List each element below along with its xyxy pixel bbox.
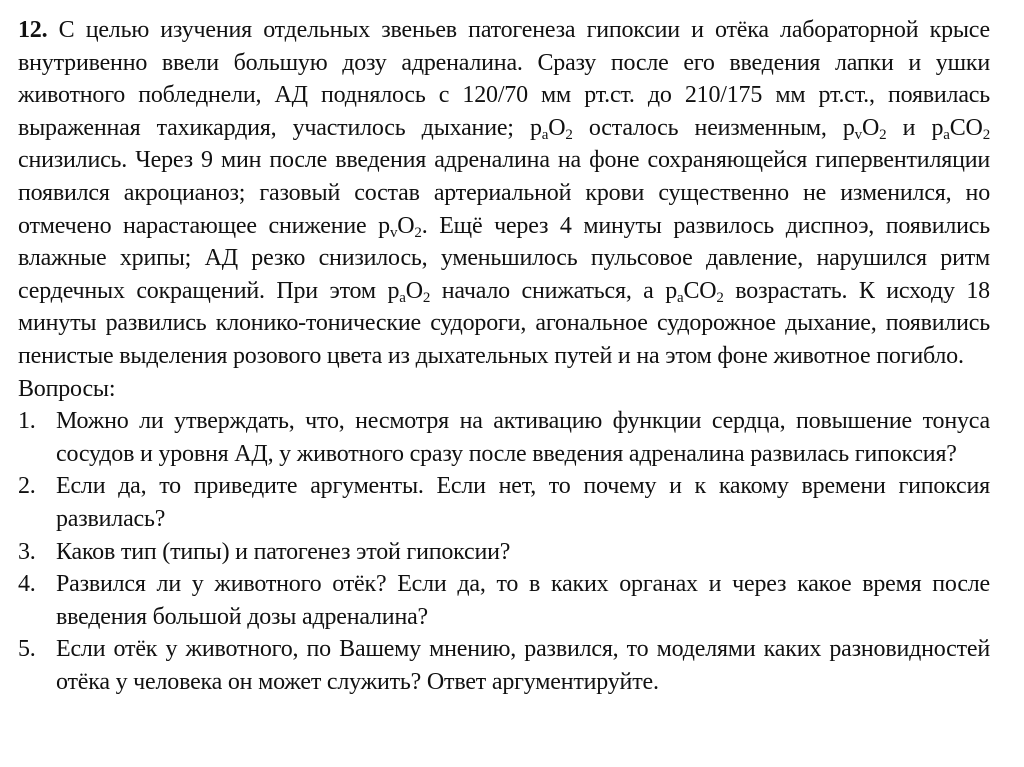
question-text: Если да, то приведите аргументы. Если нет, то почему и к какому времени гипоксия развилась? [56,473,990,532]
question-item [18,470,990,535]
questions-list [18,405,990,698]
question-number: 5. [18,636,36,663]
task-text: осталось неизменным, p [572,114,855,141]
formula-text: O [861,114,880,141]
question-number: 4. [18,571,36,598]
question-item [18,405,990,470]
task-number: 12. [18,17,48,43]
question-number: 3. [18,538,36,565]
formula-text: CO [949,114,983,141]
subscript: 2 [716,289,724,306]
task-text: начало снижаться, а p [430,277,677,304]
task-text: возрастать. К исходу 18 минуты развились клонико-тонические судороги, агональное судорожное дыхание, появились пенистые выделения розового цвета из дыхательных путей и на этом фоне животное погибло. [18,277,990,369]
subscript: v [389,224,398,241]
task-text: . Ещё через 4 минуты развилось диспноэ, появились влажные хрипы; АД резко снизилось, уменьшилось пульсовое давление, нарушился ритм сердечных сокращений. При этом p [18,212,990,304]
subscript: 2 [414,224,422,241]
subscript: v [854,126,862,143]
question-item [18,633,990,698]
task-text: С целью изучения отдельных звеньев патогенеза гипоксии и отёка лабораторной крысе внутривенно ввели большую дозу адреналина. Сразу после его введения лапки и ушки животного побледнели, АД поднялось с 120/70 мм рт.ст. до 210/175 мм рт.ст., появилась выраженная тахикардия, участилось дыхание; p [18,17,990,141]
subscript: 2 [422,289,431,306]
question-text: Если отёк у животного, по Вашему мнению, развился, то моделями каких разновидностей отёка у человека он может служить? Ответ аргументируйте. [56,636,990,695]
formula-text: O [548,114,566,141]
document-page [18,14,990,698]
subscript: a [677,289,684,306]
subscript: 2 [565,126,573,143]
subscript: a [399,289,406,306]
question-text: Каков тип (типы) и патогенез этой гипоксии? [56,538,511,565]
formula-text: O [405,277,423,304]
questions-heading: Вопросы: [18,375,116,402]
formula-text: CO [683,277,717,304]
subscript: a [541,126,549,143]
task-paragraph [18,14,990,373]
subscript: 2 [982,126,991,143]
question-item [18,536,990,569]
task-text: и p [886,114,944,141]
question-item [18,568,990,633]
question-number: 2. [18,473,36,500]
question-text: Развился ли у животного отёк? Если да, то в каких органах и через какое время после введения большой дозы адреналина? [56,571,990,630]
question-number: 1. [18,408,36,435]
task-text: снизились. Через 9 мин после введения адреналина на фоне сохраняющейся гипервентиляции появился акроцианоз; газовый состав артериальной крови существенно не изменился, но отмечено нарастающее снижение p [18,147,990,239]
formula-text: O [397,212,415,239]
subscript: 2 [879,126,887,143]
question-text: Можно ли утверждать, что, несмотря на активацию функции сердца, повышение тонуса сосудов и уровня АД, у животного сразу после введения адреналина развилась гипоксия? [56,408,990,467]
subscript: a [943,126,950,143]
